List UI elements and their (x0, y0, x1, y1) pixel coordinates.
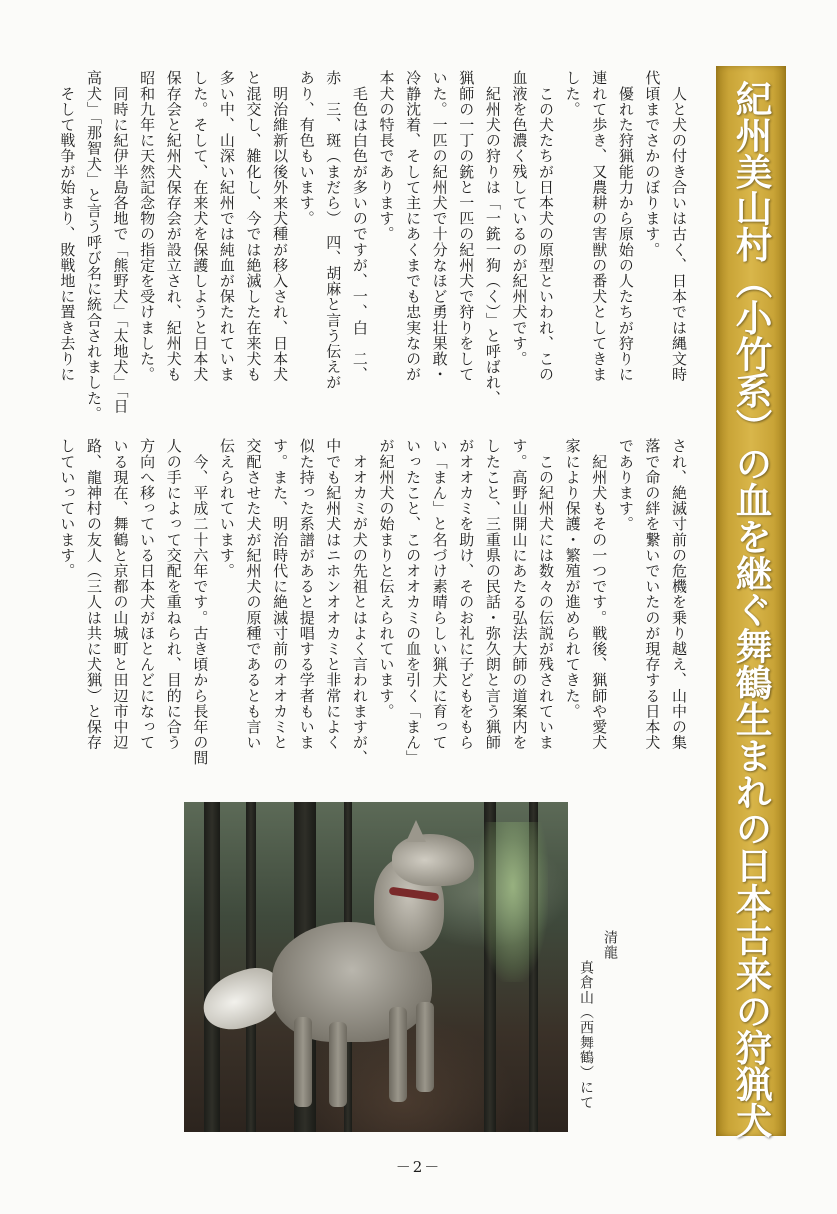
page-number: －2－ (395, 1158, 442, 1176)
article-body-lower (54, 438, 692, 778)
upper-text-column: いた。一匹の紀州犬で十分なほど勇壮果敢・ (430, 70, 449, 382)
upper-text-column: と混交し、雑化し、今では絶滅した在来犬も (244, 70, 263, 382)
photo-caption (574, 930, 622, 1130)
title-band (716, 66, 786, 1139)
upper-text-column: 本犬の特長であります。 (377, 70, 396, 242)
upper-text-column: 連れて歩き、又農耕の害獣の番犬としてきま (590, 70, 609, 382)
lower-text-column: いる現在、舞鶴と京都の山城町と田辺市中辺 (111, 438, 130, 750)
lower-text-column: 人の手によって交配を重ねられ、目的に合う (164, 438, 183, 750)
lower-text-column: され、絶滅寸前の危機を乗り越え、山中の集 (670, 438, 688, 750)
lower-text-column: 家により保護・繁殖が進められてきた。 (563, 438, 582, 719)
lower-text-column: 紀州犬もその一つです。戦後、猟師や愛犬 (590, 438, 609, 750)
upper-text-column: 明治維新以後外来犬種が移入され、日本犬 (271, 70, 290, 382)
upper-text-column: 高犬」「那智犬」と言う呼び名に統合されました。 (84, 70, 103, 422)
upper-text-column: 保存会と紀州犬保存会が設立され、紀州犬も (164, 70, 183, 382)
article-body-upper (54, 70, 692, 430)
lower-text-column: この紀州犬には数々の伝説が残されていま (537, 438, 556, 750)
lower-text-column: い「まん」と名づけ素晴らしい猟犬に育って (430, 438, 449, 750)
upper-text-column: 猟師の一丁の銃と一匹の紀州犬で狩りをして (457, 70, 476, 382)
lower-text-column: 交配させた犬が紀州犬の原種であるとも言い (244, 438, 263, 750)
upper-text-column: した。 (563, 70, 582, 117)
lower-text-column: 伝えられています。 (217, 438, 236, 579)
lower-text-column: 中でも紀州犬はニホンオオカミと非常によく (324, 438, 343, 750)
lower-text-column: 方向へ移っている日本犬がほとんどになって (138, 438, 157, 750)
caption-location: 真倉山（西舞鶴）にて (578, 930, 594, 1110)
upper-text-column: 同時に紀伊半島各地で「熊野犬」「太地犬」「日 (111, 70, 130, 414)
upper-text-column: 昭和九年に天然記念物の指定を受けました。 (138, 70, 157, 382)
upper-text-column: そして戦争が始まり、敗戦地に置き去りに (58, 70, 77, 382)
dog-photo (184, 802, 568, 1132)
lower-text-column: オオカミが犬の先祖とはよく言われますが、 (350, 438, 369, 766)
upper-text-column: 人と犬の付き合いは古く、日本では縄文時 (670, 70, 688, 382)
upper-text-column: 赤 三、斑（まだら） 四、胡麻と言う伝えが (324, 70, 343, 391)
caption-name: 清龍 (602, 930, 618, 960)
lower-text-column: 似た持った系譜があると提唱する学者もいま (297, 438, 316, 750)
upper-text-column: 代頃までさかのぼります。 (643, 70, 662, 258)
upper-text-column: この犬たちが日本犬の原型といわれ、この (537, 70, 556, 382)
upper-text-column: 多い中、山深い紀州では純血が保たれていま (217, 70, 236, 382)
article-title: 紀州美山村（小竹系）の血を継ぐ舞鶴生まれの日本古来の狩猟犬 (730, 80, 773, 1139)
upper-text-column: 紀州犬の狩りは「一銃一狗（く）」と呼ばれ、 (483, 70, 502, 406)
lower-text-column: であります。 (616, 438, 635, 532)
upper-text-column: 毛色は白色が多いのですが、一、白 二、 (350, 70, 369, 382)
lower-text-column: 路、龍神村の友人（三人は共に犬猟）と保存 (84, 438, 103, 750)
upper-text-column: 血液を色濃く残しているのが紀州犬です。 (510, 70, 529, 367)
lower-text-column: がオオカミを助け、そのお礼に子どもをもら (457, 438, 476, 750)
lower-text-column: す。高野山開山にあたる弘法大師の道案内を (510, 438, 529, 750)
lower-text-column: していっています。 (58, 438, 77, 579)
upper-text-column: した。そして、在来犬を保護しようと日本犬 (191, 70, 210, 382)
lower-text-column: いったこと、このオオカミの血を引く「まん」 (404, 438, 423, 766)
lower-text-column: す。また、明治時代に絶滅寸前のオオカミと (271, 438, 290, 750)
lower-text-column: 落で命の絆を繋いでいたのが現存する日本犬 (643, 438, 662, 750)
upper-text-column: 優れた狩猟能力から原始の人たちが狩りに (616, 70, 635, 382)
lower-text-column: したこと、三重県の民話・弥久朗と言う猟師 (483, 438, 502, 750)
upper-text-column: あり、有色もいます。 (297, 70, 316, 226)
upper-text-column: 冷静沈着、そして主にあくまでも忠実なのが (404, 70, 423, 382)
lower-text-column: が紀州犬の始まりと伝えられています。 (377, 438, 396, 719)
lower-text-column: 今、平成二十六年です。古き頃から長年の間 (191, 438, 210, 766)
